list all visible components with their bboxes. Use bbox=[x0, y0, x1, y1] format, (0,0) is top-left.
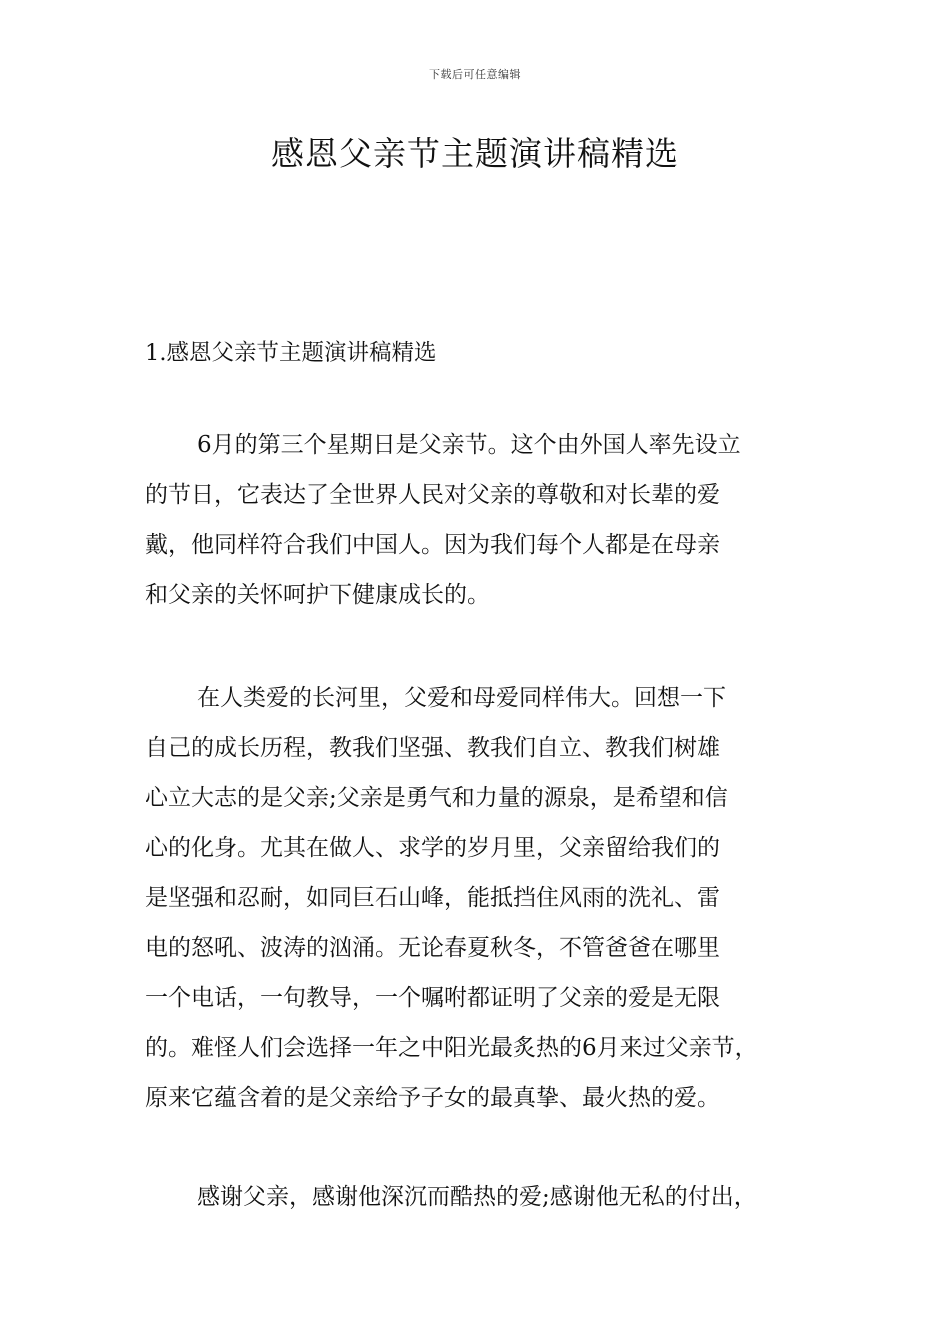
paragraph-1 bbox=[145, 420, 835, 620]
paragraph-line: 6月的第三个星期日是父亲节。这个由外国人率先设立 bbox=[197, 432, 741, 458]
paragraph-line: 感谢父亲，感谢他深沉而酷热的爱;感谢他无私的付出， bbox=[197, 1184, 757, 1210]
header-note: 下载后可任意编辑 bbox=[429, 68, 521, 81]
paragraph-line: 的节日，它表达了全世界人民对父亲的尊敬和对长辈的爱 bbox=[145, 482, 720, 508]
paragraph-3 bbox=[145, 1172, 835, 1222]
paragraph-line: 自己的成长历程，教我们坚强、教我们自立、教我们树雄 bbox=[145, 735, 720, 761]
paragraph-2 bbox=[145, 673, 835, 1123]
paragraph-line: 戴，他同样符合我们中国人。因为我们每个人都是在母亲 bbox=[145, 532, 720, 558]
paragraph-line: 是坚强和忍耐，如同巨石山峰，能抵挡住风雨的洗礼、雷 bbox=[145, 885, 720, 911]
document-title: 感恩父亲节主题演讲稿精选 bbox=[271, 134, 679, 173]
paragraph-line: 在人类爱的长河里，父爱和母爱同样伟大。回想一下 bbox=[197, 685, 726, 711]
paragraph-line: 心立大志的是父亲;父亲是勇气和力量的源泉，是希望和信 bbox=[145, 785, 728, 811]
paragraph-line: 电的怒吼、波涛的汹涌。无论春夏秋冬，不管爸爸在哪里 bbox=[145, 935, 720, 961]
paragraph-line: 一个电话，一句教导，一个嘱咐都证明了父亲的爱是无限 bbox=[145, 985, 720, 1011]
paragraph-line: 心的化身。尤其在做人、求学的岁月里，父亲留给我们的 bbox=[145, 835, 720, 861]
paragraph-line: 和父亲的关怀呵护下健康成长的。 bbox=[145, 582, 490, 608]
section-heading: 1.感恩父亲节主题演讲稿精选 bbox=[145, 340, 437, 366]
paragraph-line: 的。难怪人们会选择一年之中阳光最炙热的6月来过父亲节， bbox=[145, 1035, 758, 1061]
paragraph-line: 原来它蕴含着的是父亲给予子女的最真挚、最火热的爱。 bbox=[145, 1085, 720, 1111]
